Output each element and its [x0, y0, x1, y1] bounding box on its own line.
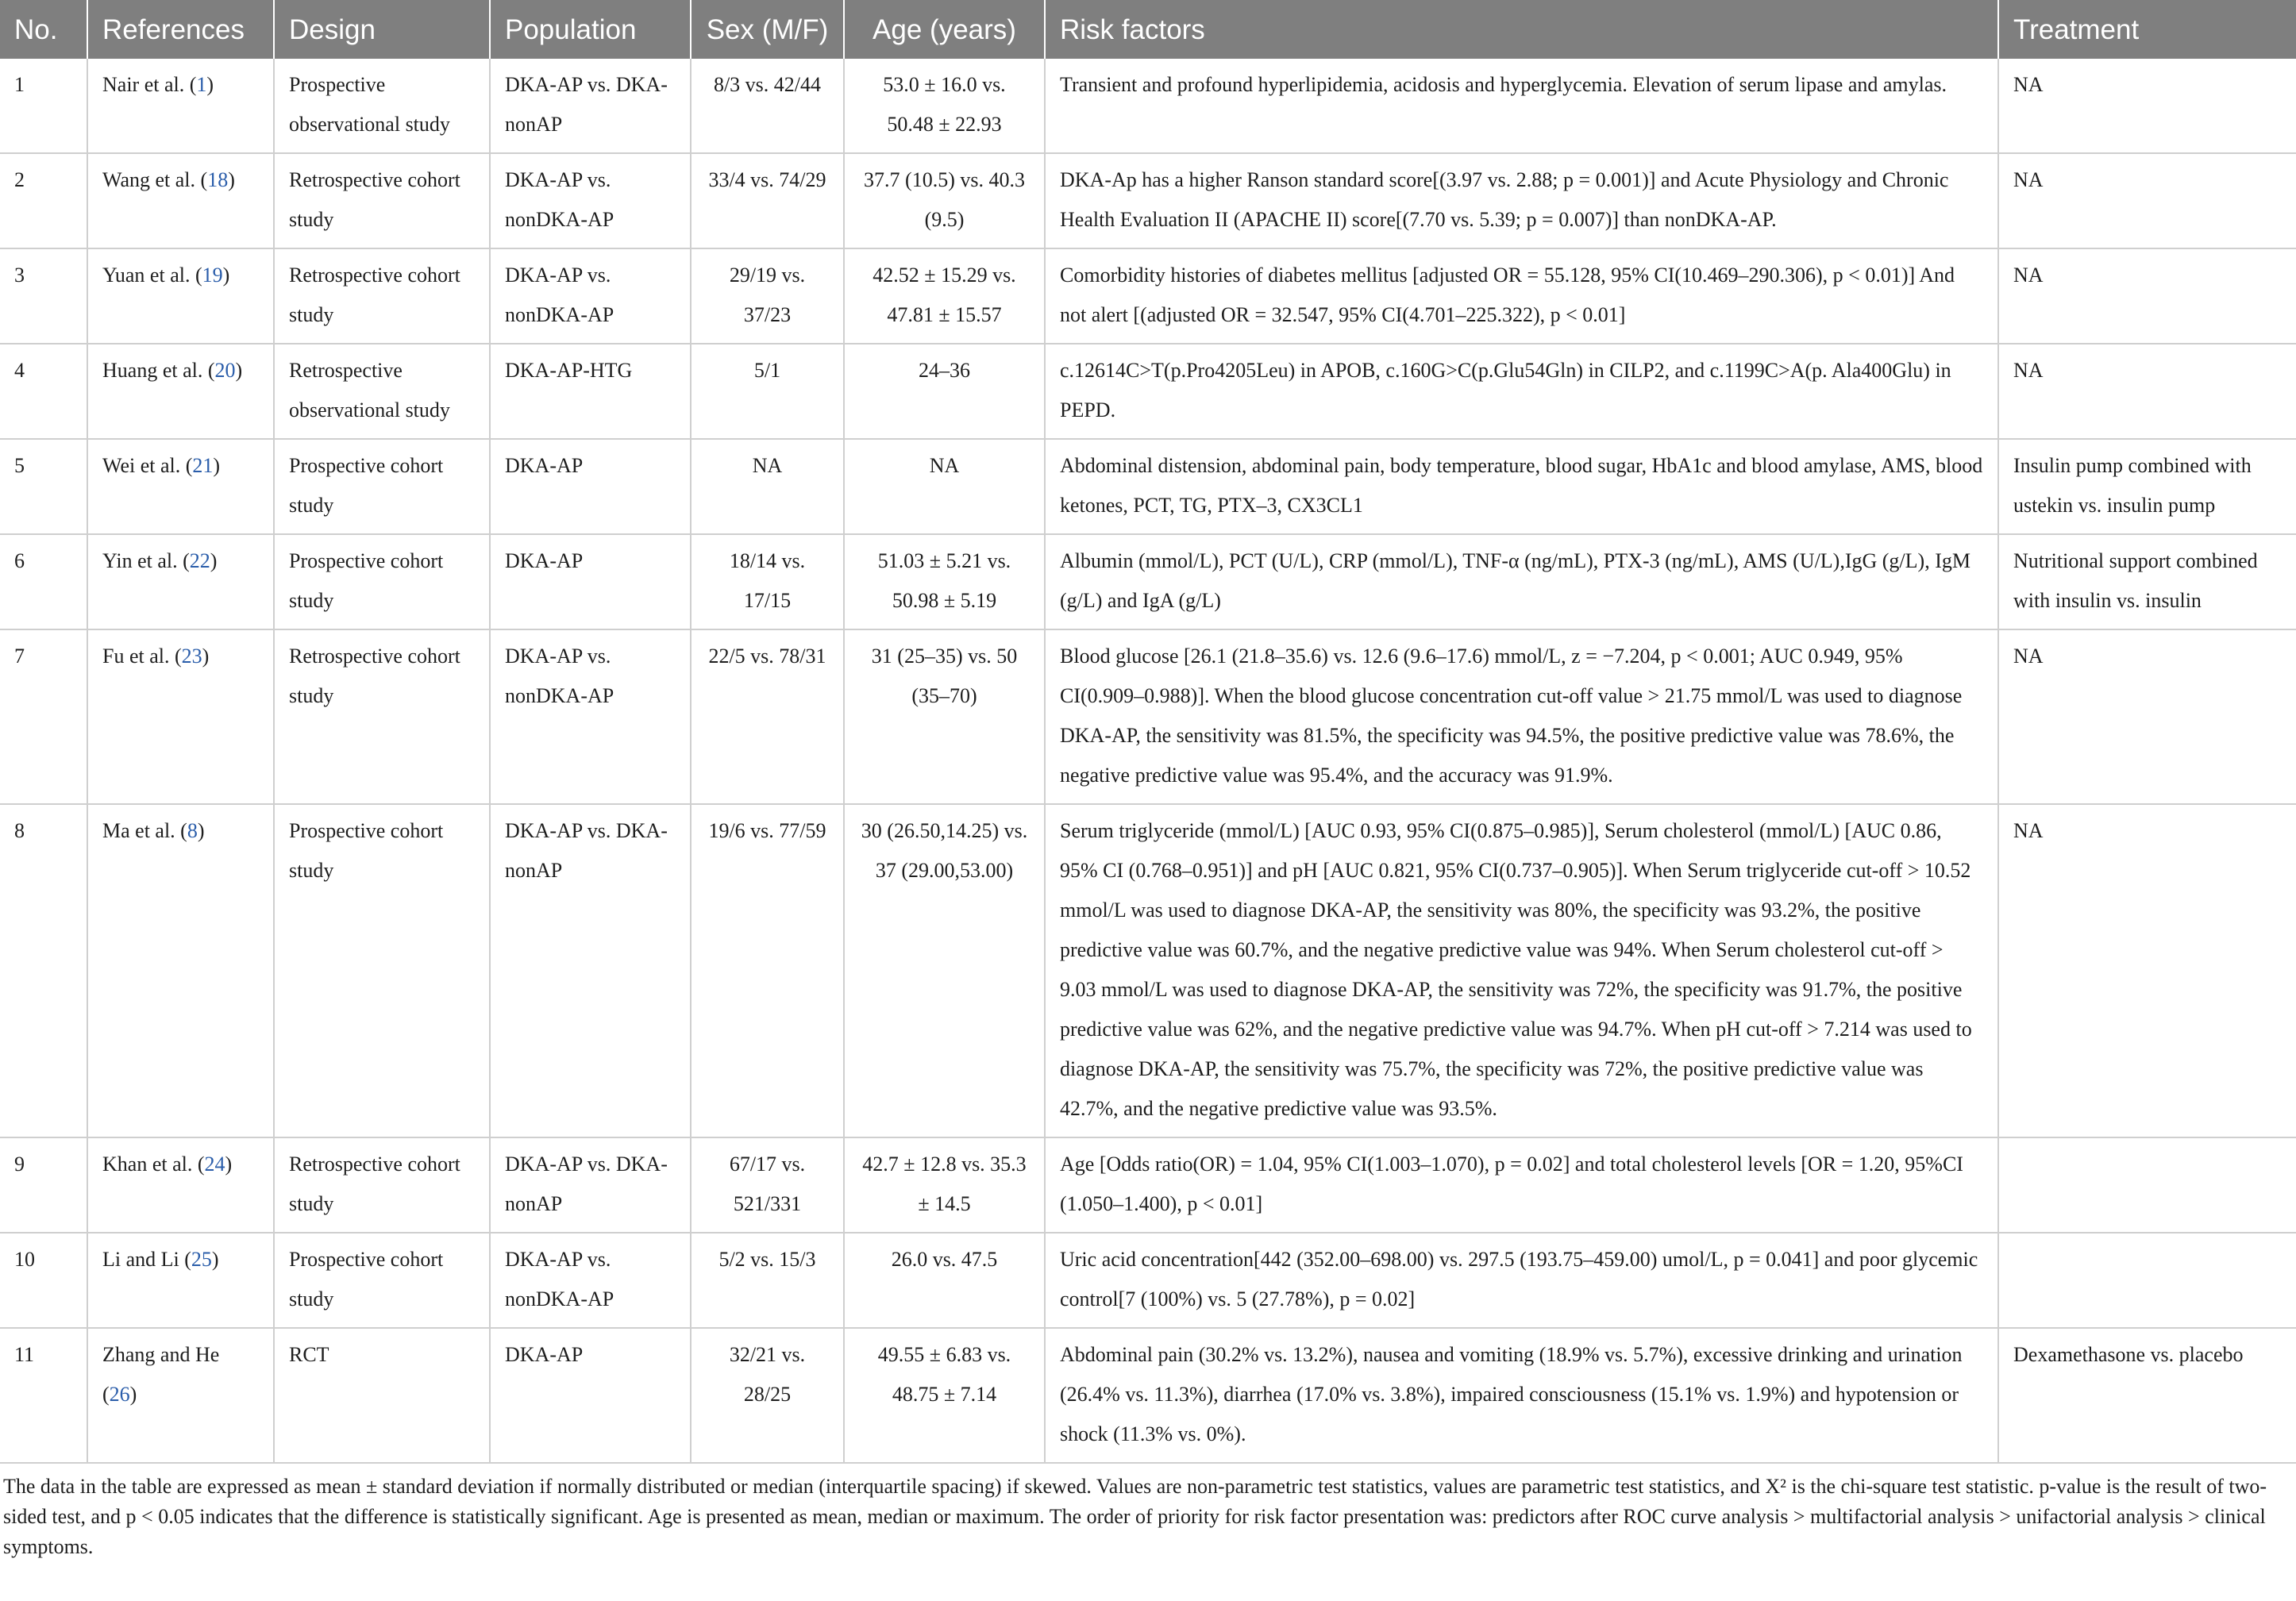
cell-sex: 5/1 [691, 344, 844, 439]
reference-link[interactable]: 25 [191, 1248, 212, 1271]
table-row [0, 153, 2296, 248]
cell-sex: 19/6 vs. 77/59 [691, 804, 844, 1137]
cell-age: NA [844, 439, 1045, 534]
reference-author: Yuan et al. ( [102, 264, 202, 287]
cell-reference [87, 153, 274, 248]
cell-age: 30 (26.50,14.25) vs. 37 (29.00,53.00) [844, 804, 1045, 1137]
cell-no: 7 [0, 629, 87, 804]
cell-risk-factors: Abdominal distension, abdominal pain, body temperature, blood sugar, HbA1c and blood amylase, AMS, blood ketones, PCT, TG, PTX–3, CX3CL1 [1045, 439, 1998, 534]
cell-design: Prospective cohort study [274, 534, 490, 629]
table-row [0, 804, 2296, 1137]
cell-risk-factors: DKA-Ap has a higher Ranson standard score[(3.97 vs. 2.88; p = 0.001)] and Acute Physiology and Chronic Health Evaluation II (APACHE II) score[(7.70 vs. 5.39; p = 0.007)] than nonDKA-AP. [1045, 153, 1998, 248]
cell-no: 8 [0, 804, 87, 1137]
reference-close: ) [213, 454, 221, 477]
cell-population: DKA-AP [490, 534, 691, 629]
table-row [0, 1233, 2296, 1328]
cell-reference [87, 248, 274, 344]
cell-reference [87, 1233, 274, 1328]
cell-age: 42.7 ± 12.8 vs. 35.3 ± 14.5 [844, 1137, 1045, 1233]
header-row [0, 0, 2296, 59]
cell-population: DKA-AP vs. nonDKA-AP [490, 248, 691, 344]
reference-link[interactable]: 24 [204, 1153, 225, 1176]
cell-sex: 33/4 vs. 74/29 [691, 153, 844, 248]
reference-author: Fu et al. ( [102, 645, 182, 668]
cell-population: DKA-AP vs. DKA-nonAP [490, 804, 691, 1137]
cell-population: DKA-AP vs. DKA-nonAP [490, 1137, 691, 1233]
cell-design: Retrospective cohort study [274, 1137, 490, 1233]
cell-sex: 29/19 vs. 37/23 [691, 248, 844, 344]
cell-treatment: NA [1998, 59, 2296, 153]
cell-design: Retrospective cohort study [274, 248, 490, 344]
header-cell-risk-factors: Risk factors [1045, 0, 1998, 59]
cell-no: 5 [0, 439, 87, 534]
header-cell-design: Design [274, 0, 490, 59]
reference-close: ) [206, 73, 214, 96]
cell-no: 4 [0, 344, 87, 439]
reference-author: Yin et al. ( [102, 549, 190, 572]
cell-treatment [1998, 1233, 2296, 1328]
cell-treatment [1998, 1137, 2296, 1233]
header-cell-population: Population [490, 0, 691, 59]
reference-link[interactable]: 22 [189, 549, 210, 572]
reference-author: Ma et al. ( [102, 819, 187, 842]
cell-treatment: NA [1998, 248, 2296, 344]
cell-risk-factors: Abdominal pain (30.2% vs. 13.2%), nausea and vomiting (18.9% vs. 5.7%), excessive drinking and urination (26.4% vs. 11.3%), diarrhea (17.0% vs. 3.8%), impaired consciousness (15.1% vs. 1.9%) and hypotension or shock (11.3% vs. 0%). [1045, 1328, 1998, 1463]
reference-close: ) [211, 1248, 219, 1271]
reference-close: ) [197, 819, 205, 842]
cell-sex: 67/17 vs. 521/331 [691, 1137, 844, 1233]
reference-link[interactable]: 20 [214, 359, 236, 382]
reference-link[interactable]: 8 [187, 819, 198, 842]
cell-no: 3 [0, 248, 87, 344]
cell-design: Prospective cohort study [274, 439, 490, 534]
reference-author: Wang et al. ( [102, 168, 208, 191]
reference-author: Nair et al. ( [102, 73, 197, 96]
table-row [0, 344, 2296, 439]
cell-sex: 18/14 vs. 17/15 [691, 534, 844, 629]
cell-treatment: Dexamethasone vs. placebo [1998, 1328, 2296, 1463]
cell-treatment: NA [1998, 804, 2296, 1137]
reference-close: ) [129, 1383, 137, 1406]
cell-no: 6 [0, 534, 87, 629]
cell-population: DKA-AP [490, 1328, 691, 1463]
cell-sex: 32/21 vs. 28/25 [691, 1328, 844, 1463]
cell-reference [87, 344, 274, 439]
cell-reference [87, 534, 274, 629]
cell-age: 31 (25–35) vs. 50 (35–70) [844, 629, 1045, 804]
table-footnote: The data in the table are expressed as mean ± standard deviation if normally distributed or median (interquartile spacing) if skewed. Values are non-parametric test statistics, values are parametric test statistics, and X² is the chi-square test statistic. p-value is the result of two-sided test, and p < 0.05 indicates that the difference is statistically significant. Age is presented as mean, median or maximum. The order of priority for risk factor presentation was: predictors after ROC curve analysis > multifactorial analysis > unifactorial analysis > clinical symptoms. [3, 1475, 2267, 1558]
header-cell-references: References [87, 0, 274, 59]
cell-sex: NA [691, 439, 844, 534]
cell-treatment: NA [1998, 153, 2296, 248]
reference-close: ) [202, 645, 210, 668]
cell-age: 51.03 ± 5.21 vs. 50.98 ± 5.19 [844, 534, 1045, 629]
cell-treatment: Nutritional support combined with insulin vs. insulin [1998, 534, 2296, 629]
cell-age: 37.7 (10.5) vs. 40.3 (9.5) [844, 153, 1045, 248]
reference-link[interactable]: 23 [181, 645, 202, 668]
cell-age: 49.55 ± 6.83 vs. 48.75 ± 7.14 [844, 1328, 1045, 1463]
reference-close: ) [210, 549, 218, 572]
table-row [0, 1328, 2296, 1463]
reference-author: Huang et al. ( [102, 359, 215, 382]
table-body [0, 59, 2296, 1463]
reference-link[interactable]: 1 [196, 73, 207, 96]
cell-design: Prospective cohort study [274, 1233, 490, 1328]
cell-treatment: NA [1998, 344, 2296, 439]
cell-design: RCT [274, 1328, 490, 1463]
reference-link[interactable]: 26 [109, 1383, 130, 1406]
cell-sex: 8/3 vs. 42/44 [691, 59, 844, 153]
table-row [0, 534, 2296, 629]
cell-age: 24–36 [844, 344, 1045, 439]
reference-close: ) [228, 168, 235, 191]
cell-treatment: Insulin pump combined with ustekin vs. insulin pump [1998, 439, 2296, 534]
cell-design: Retrospective observational study [274, 344, 490, 439]
cell-population: DKA-AP vs. nonDKA-AP [490, 629, 691, 804]
cell-reference [87, 804, 274, 1137]
header-cell-treatment: Treatment [1998, 0, 2296, 59]
cell-population: DKA-AP [490, 439, 691, 534]
cell-population: DKA-AP vs. nonDKA-AP [490, 153, 691, 248]
cell-reference [87, 59, 274, 153]
cell-reference [87, 1328, 274, 1463]
reference-link[interactable]: 18 [207, 168, 229, 191]
reference-author: Li and Li ( [102, 1248, 191, 1271]
cell-no: 2 [0, 153, 87, 248]
cell-population: DKA-AP-HTG [490, 344, 691, 439]
table-row [0, 629, 2296, 804]
table-row [0, 248, 2296, 344]
cell-sex: 22/5 vs. 78/31 [691, 629, 844, 804]
cell-risk-factors: Transient and profound hyperlipidemia, acidosis and hyperglycemia. Elevation of serum lipase and amylas. [1045, 59, 1998, 153]
cell-risk-factors: Uric acid concentration[442 (352.00–698.00) vs. 297.5 (193.75–459.00) umol/L, p = 0.041] and poor glycemic control[7 (100%) vs. 5 (27.78%), p = 0.02] [1045, 1233, 1998, 1328]
cell-treatment: NA [1998, 629, 2296, 804]
reference-author: Zhang and He ( [102, 1343, 220, 1406]
cell-no: 10 [0, 1233, 87, 1328]
header-cell-no: No. [0, 0, 87, 59]
reference-link[interactable]: 21 [192, 454, 214, 477]
reference-close: ) [225, 1153, 233, 1176]
table-row [0, 1137, 2296, 1233]
cell-population: DKA-AP vs. nonDKA-AP [490, 1233, 691, 1328]
cell-no: 9 [0, 1137, 87, 1233]
header-cell-age: Age (years) [844, 0, 1045, 59]
table-row [0, 59, 2296, 153]
cell-no: 1 [0, 59, 87, 153]
reference-link[interactable]: 19 [202, 264, 223, 287]
cell-age: 26.0 vs. 47.5 [844, 1233, 1045, 1328]
cell-reference [87, 439, 274, 534]
cell-risk-factors: Age [Odds ratio(OR) = 1.04, 95% CI(1.003–1.070), p = 0.02] and total cholesterol levels [OR = 1.20, 95%CI (1.050–1.400), p < 0.01] [1045, 1137, 1998, 1233]
table-row [0, 439, 2296, 534]
cell-design: Retrospective cohort study [274, 153, 490, 248]
reference-author: Khan et al. ( [102, 1153, 205, 1176]
cell-risk-factors: Blood glucose [26.1 (21.8–35.6) vs. 12.6 (9.6–17.6) mmol/L, z = −7.204, p < 0.001; AUC 0.949, 95% CI(0.909–0.988)]. When the blood glucose concentration cut-off value > 21.75 mmol/L was used to diagnose DKA-AP, the sensitivity was 81.5%, the specificity was 94.5%, the positive predictive value was 78.6%, the negative predictive value was 95.4%, and the accuracy was 91.9%. [1045, 629, 1998, 804]
cell-design: Retrospective cohort study [274, 629, 490, 804]
reference-close: ) [235, 359, 243, 382]
cell-risk-factors: c.12614C>T(p.Pro4205Leu) in APOB, c.160G>C(p.Glu54Gln) in CILP2, and c.1199C>A(p. Ala400Glu) in PEPD. [1045, 344, 1998, 439]
reference-author: Wei et al. ( [102, 454, 193, 477]
cell-design: Prospective cohort study [274, 804, 490, 1137]
cell-risk-factors: Serum triglyceride (mmol/L) [AUC 0.93, 95% CI(0.875–0.985)], Serum cholesterol (mmol/L) [AUC 0.86, 95% CI (0.768–0.951)] and pH [AUC 0.821, 95% CI(0.737–0.905)]. When Serum triglyceride cut-off > 10.52 mmol/L was used to diagnose DKA-AP, the sensitivity was 80%, the specificity was 93.2%, the positive predictive value was 60.7%, and the negative predictive value was 94%. When Serum cholesterol cut-off > 9.03 mmol/L was used to diagnose DKA-AP, the sensitivity was 72%, the specificity was 91.7%, the positive predictive value was 62%, and the negative predictive value was 94.7%. When pH cut-off > 7.214 was used to diagnose DKA-AP, the sensitivity was 75.7%, the specificity was 72%, the positive predictive value was 42.7%, and the negative predictive value was 93.5%. [1045, 804, 1998, 1137]
cell-reference [87, 629, 274, 804]
header-cell-sex: Sex (M/F) [691, 0, 844, 59]
cell-age: 42.52 ± 15.29 vs. 47.81 ± 15.57 [844, 248, 1045, 344]
cell-sex: 5/2 vs. 15/3 [691, 1233, 844, 1328]
cell-risk-factors: Comorbidity histories of diabetes mellitus [adjusted OR = 55.128, 95% CI(10.469–290.306), p < 0.01)] And not alert [(adjusted OR = 32.547, 95% CI(4.701–225.322), p < 0.01] [1045, 248, 1998, 344]
reference-close: ) [222, 264, 230, 287]
cell-population: DKA-AP vs. DKA-nonAP [490, 59, 691, 153]
cell-design: Prospective observational study [274, 59, 490, 153]
cell-age: 53.0 ± 16.0 vs. 50.48 ± 22.93 [844, 59, 1045, 153]
cell-risk-factors: Albumin (mmol/L), PCT (U/L), CRP (mmol/L), TNF-α (ng/mL), PTX-3 (ng/mL), AMS (U/L),IgG (g/L), IgM (g/L) and IgA (g/L) [1045, 534, 1998, 629]
cell-no: 11 [0, 1328, 87, 1463]
cell-reference [87, 1137, 274, 1233]
